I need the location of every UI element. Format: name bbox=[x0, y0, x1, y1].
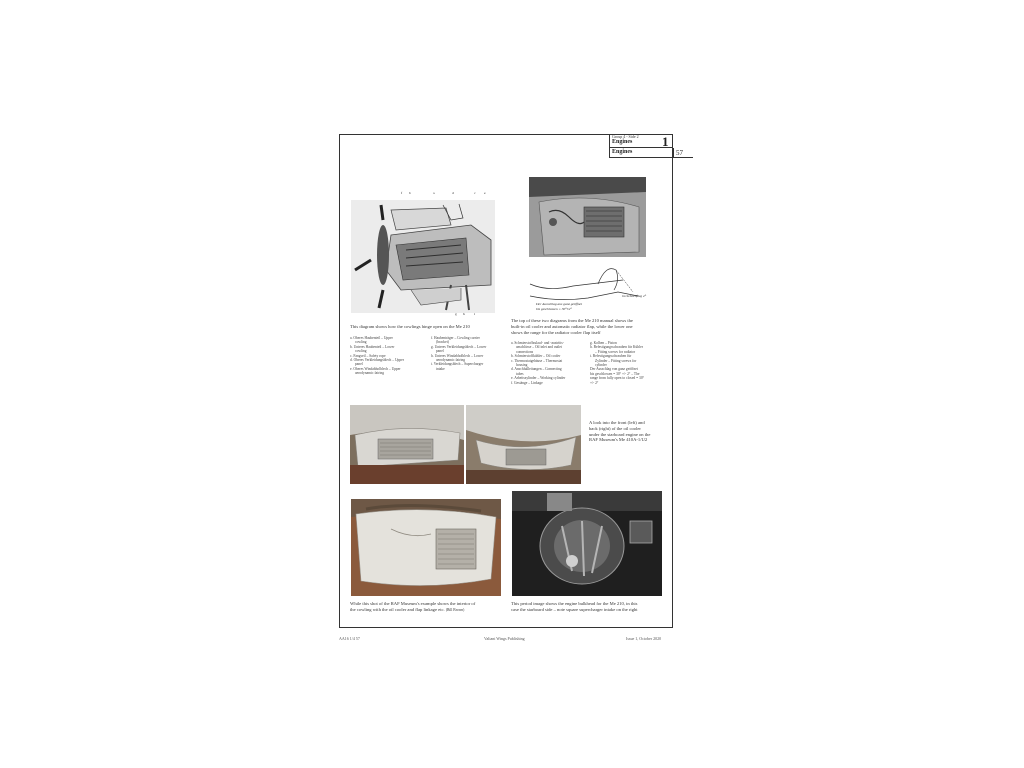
oil-cooler-front-photo bbox=[350, 405, 464, 484]
legend-line: cowling bbox=[355, 340, 367, 345]
caption-line: This period image shows the engine bulkhead for the Me 210, in this bbox=[511, 601, 638, 606]
cowling-legend-right bbox=[431, 336, 511, 371]
legend-line: anschlüsse – Oil inlet and outlet bbox=[516, 345, 563, 350]
footer-issue: Issue 1, October 2020 bbox=[626, 636, 662, 641]
legend-line: g. Kolben – Piston bbox=[590, 341, 617, 345]
legend-line: f. Gestänge – Linkage bbox=[511, 380, 543, 385]
front-photo-render bbox=[350, 405, 464, 484]
legend-line: h. Unteres Windabholblech – Lower bbox=[431, 353, 484, 358]
legend-line: b. Unteres Haubenteil – Lower bbox=[350, 344, 395, 349]
header-divider bbox=[673, 148, 674, 158]
legend-line: b. Schmierstoffkühler – Oil cooler bbox=[511, 354, 561, 359]
legend-line: d. Oberes Verkleidungsblech – Upper bbox=[350, 358, 404, 363]
legend-line: aerodynamic fairing bbox=[436, 358, 466, 363]
footer-publisher: Valiant Wings Publishing bbox=[484, 636, 525, 641]
legend-line: c. Thermostatgehäuse – Thermostat bbox=[511, 358, 563, 363]
legend-line: range from fully open to closed = 30° bbox=[590, 376, 645, 381]
interior-photo-render bbox=[351, 499, 501, 596]
oil-cooler-caption bbox=[511, 318, 671, 335]
callout-i: i bbox=[474, 312, 475, 316]
legend-line: a. Schmierstoffzulauf- und -austritts- bbox=[511, 341, 565, 345]
legend-line: +/- 2° bbox=[590, 380, 599, 385]
caption-line: under the starboard engine on the bbox=[589, 431, 651, 437]
oil-cooler-legend-right bbox=[590, 341, 672, 385]
caption-line: A look into the front (left) and bbox=[589, 420, 645, 425]
cowling-interior-photo bbox=[351, 499, 501, 596]
flap-annotation-left-2: bis geschlossen = 30°±2° bbox=[536, 307, 572, 311]
flap-annotation-right: im Schnellflug 2° bbox=[622, 294, 647, 298]
legend-line: e. Arbeitszylinder – Working cylinder bbox=[511, 376, 566, 381]
photo-credit: (Bill Brown) bbox=[445, 607, 465, 612]
cowling-interior-caption bbox=[350, 601, 510, 614]
oil-cooler-manual-image bbox=[529, 177, 646, 257]
legend-line: bis geschlossen = 30° +/- 2° – The bbox=[590, 371, 640, 376]
caption-line: The top of these two diagrams from the Me 210 manual shows the bbox=[511, 318, 633, 323]
legend-line: connections bbox=[516, 349, 534, 354]
back-photo-render bbox=[466, 405, 581, 484]
legend-line: intake bbox=[436, 366, 445, 371]
caption-line: case the starboard side – note square supercharger intake on the right bbox=[511, 606, 638, 612]
legend-line: Der Ausschlag von ganz geöffnet bbox=[590, 367, 638, 372]
oil-cooler-back-photo bbox=[466, 405, 581, 484]
caption-line: shows the range for the radiator cooler flap itself bbox=[511, 329, 601, 335]
caption-line: RAF Museum's Me 410A-1/U2 bbox=[589, 437, 648, 443]
engine-bulkhead-caption bbox=[511, 601, 673, 613]
flap-annotation-left: Der Ausschlag aus ganz geöffnet bbox=[536, 302, 583, 306]
cowling-diagram-caption: This diagram shows how the cowlings hinge open on the Me 210 bbox=[350, 324, 470, 329]
callout-b: b bbox=[409, 191, 411, 195]
callout-h: h bbox=[463, 312, 465, 316]
legend-line: panel bbox=[355, 362, 363, 367]
caption-line: built-in oil cooler and automatic radiator flap, while the lower one bbox=[511, 323, 633, 329]
cowling-legend-left bbox=[350, 336, 428, 376]
header-chapter-title: Engines bbox=[612, 149, 633, 155]
legend-line: (bracket) bbox=[436, 340, 449, 345]
caption-text: the cowling with the oil cooler and flap linkage etc. bbox=[350, 606, 445, 612]
footer-reference: AA16 1/4 57 bbox=[339, 636, 360, 641]
legend-line: d. Anschlußleitungen – Connecting bbox=[511, 367, 562, 372]
callout-c: c bbox=[474, 191, 476, 195]
page-number: 57 bbox=[676, 149, 683, 157]
legend-line: Zylinder – Fitting screws for bbox=[595, 358, 637, 363]
legend-line: f. Haubenträger – Cowling carrier bbox=[431, 336, 480, 340]
callout-a: a bbox=[433, 191, 435, 195]
caption-line bbox=[350, 607, 510, 614]
engine-bulkhead-photo bbox=[512, 491, 662, 596]
legend-line: i. Verkleidungsblech – Supercharger bbox=[431, 362, 484, 367]
legend-line: cylinder bbox=[595, 363, 607, 368]
legend-line: aerodynamic fairing bbox=[355, 371, 385, 376]
oil-cooler-drawing bbox=[529, 177, 646, 257]
cowling-diagram-drawing bbox=[351, 200, 495, 313]
header-section-title: Engines bbox=[612, 139, 633, 145]
legend-line: g. Unteres Verkleidungsblech – Lower bbox=[431, 344, 487, 349]
legend-line: e. Oberes Windabholblech – Upper bbox=[350, 366, 401, 371]
bulkhead-photo-render bbox=[512, 491, 662, 596]
legend-line: cowling bbox=[355, 349, 367, 354]
header-group-label: Group 4 - Side 2 bbox=[612, 134, 639, 139]
legend-line: i. Befestigungsschrauben für bbox=[590, 354, 632, 359]
legend-line: panel bbox=[436, 349, 444, 354]
caption-line: back (right) of the oil cooler bbox=[589, 425, 641, 431]
legend-line: a. Oberes Haubenteil – Upper bbox=[350, 336, 393, 340]
legend-line: – Fitting screws for radiator bbox=[595, 349, 636, 354]
callout-g: g bbox=[455, 312, 457, 316]
oil-cooler-museum-caption bbox=[589, 420, 671, 443]
callout-d: d bbox=[452, 191, 454, 195]
header-section-number: 1 bbox=[662, 134, 669, 149]
legend-line: housing bbox=[516, 363, 528, 368]
legend-line: c. Fangseil – Safety rope bbox=[350, 353, 386, 358]
callout-e: e bbox=[484, 191, 486, 195]
oil-cooler-legend-left bbox=[511, 341, 591, 385]
legend-line: tubes bbox=[516, 371, 524, 376]
legend-line: h. Befestigungsschrauben für Kühler bbox=[590, 345, 643, 350]
callout-f: f bbox=[401, 191, 403, 195]
caption-line: While this shot of the RAF Museum's example shows the interior of bbox=[350, 601, 476, 606]
cowling-diagram-image bbox=[351, 200, 495, 313]
